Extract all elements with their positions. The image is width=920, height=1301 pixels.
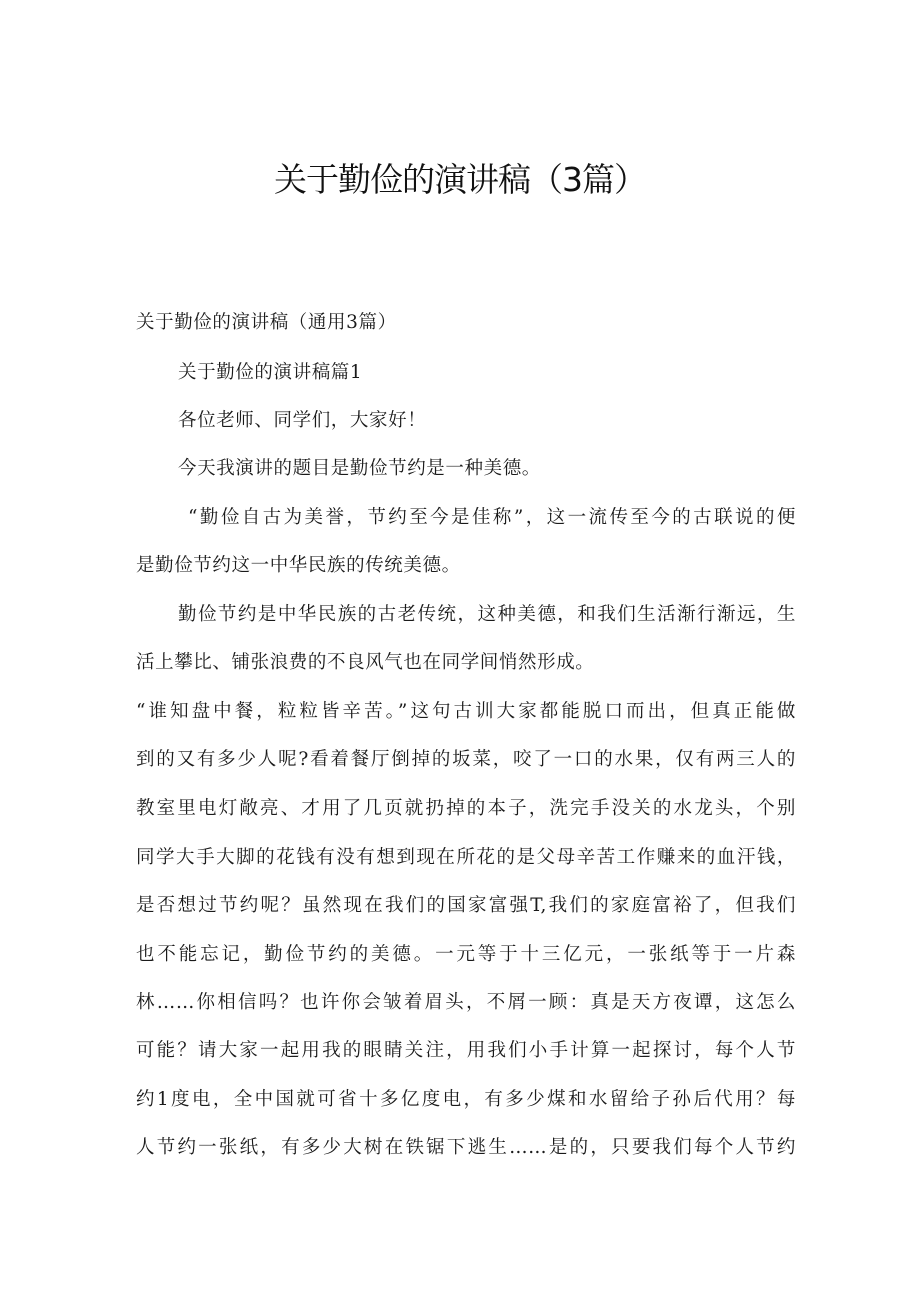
greeting-line: 各位老师、同学们，大家好！	[178, 410, 427, 431]
paragraph-line: “勤俭自古为美誉，节约至今是佳称”，这一流传至今的古联说的便	[188, 507, 796, 528]
paragraph-line: 也不能忘记，勤俭节约的美德。一元等于十三亿元，一张纸等于一片森	[136, 944, 796, 965]
paragraph-line: 是否想过节约呢？虽然现在我们的国家富强T,我们的家庭富裕了，但我们	[136, 895, 796, 916]
section-heading: 关于勤俭的演讲稿篇1	[178, 362, 363, 383]
paragraph-line: 林……你相信吗？也许你会皱着眉头，不屑一顾：真是天方夜谭，这怎么	[136, 992, 796, 1013]
paragraph-line: 可能？请大家一起用我的眼睛关注，用我们小手计算一起探讨，每个人节	[136, 1040, 796, 1061]
paragraph-line: 今天我演讲的题目是勤俭节约是一种美德。	[178, 458, 541, 479]
paragraph-line: 同学大手大脚的花钱有没有想到现在所花的是父母辛苦工作赚来的血汗钱，	[136, 847, 796, 868]
paragraph-line: 教室里电灯敞亮、才用了几页就扔掉的本子，洗完手没关的水龙头，个别	[136, 798, 796, 819]
paragraph-line: 到的又有多少人呢?看着餐厅倒掉的坂菜，咬了一口的水果，仅有两三人的	[136, 749, 796, 770]
paragraph-line: 是勤俭节约这一中华民族的传统美德。	[136, 555, 461, 576]
paragraph-line: 活上攀比、铺张浪费的不良风气也在同学间悄然形成。	[136, 652, 595, 673]
paragraph-line: 勤俭节约是中华民族的古老传统，这种美德，和我们生活渐行渐远，生	[178, 604, 796, 625]
paragraph-line: 人节约一张纸，有多少大树在铁锯下逃生……是的，只要我们每个人节约	[136, 1137, 796, 1158]
paragraph-line: “谁知盘中餐，粒粒皆辛苦。”这句古训大家都能脱口而出，但真正能做	[136, 701, 796, 722]
document-title: 关于勤俭的演讲稿（3篇）	[274, 160, 646, 199]
paragraph-line: 约1度电，全中国就可省十多亿度电，有多少煤和水留给子孙后代用？每	[136, 1089, 796, 1110]
subtitle-line: 关于勤俭的演讲稿（通用3篇）	[136, 312, 397, 333]
